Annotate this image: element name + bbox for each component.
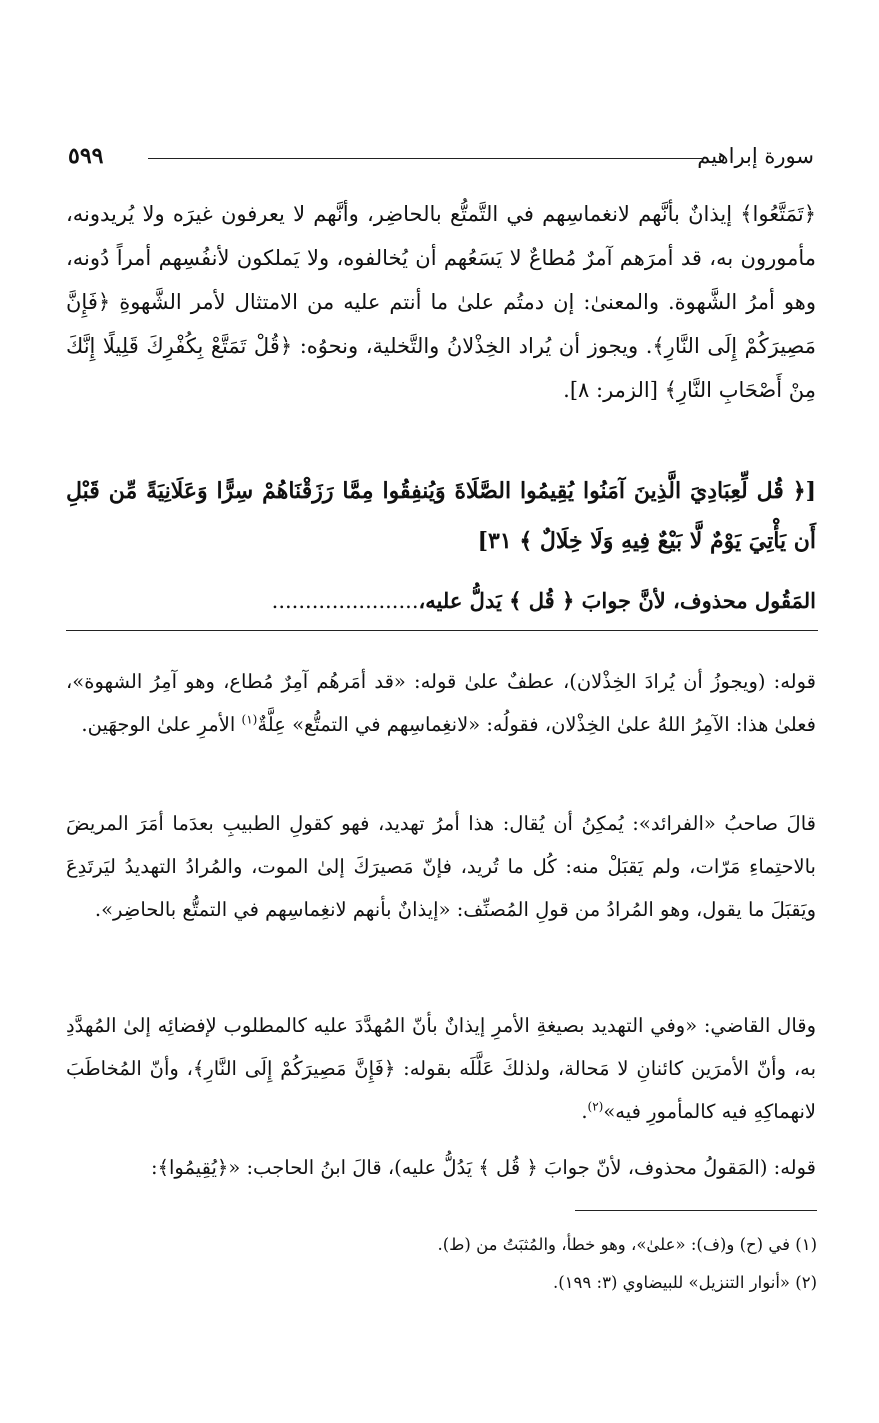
header-rule (148, 158, 702, 159)
footnote-1: (١) في (ح) و(ف): «علىٰ»، وهو خطأ، والمُثبَتُ من (ط). (437, 1235, 817, 1254)
section-heading (66, 581, 816, 621)
commentary-paragraph-3 (66, 1004, 816, 1133)
commentary-paragraph-4: قوله: (المَقولُ محذوف، لأنّ جوابَ ﴿ قُل ﴾ يَدُلُّ عليه)، قالَ ابنُ الحاجب: «﴿يُقِيمُوا﴾: (151, 1156, 816, 1179)
footnote-ref-2[interactable]: (٢) (587, 1099, 604, 1114)
main-paragraph: ﴿تَمَتَّعُوا﴾ إيذانٌ بأنَّهم لانغماسِهم في التَّمتُّع بالحاضِر، وأنَّهم لا يعرفون غيرَه ولا يُريدونه، مأمورون به، قد أمرَهم آمرٌ مُطاعٌ لا يَسَعُهم أن يُخالفوه، ولا يَملكون لأنفُسِهم أمراً دُونه، وهو أمرُ الشَّهوة. والمعنىٰ: إن دمتُم علىٰ ما أنتم عليه من الامتثال لأمر الشَّهوةِ ﴿فَإِنَّ مَصِيرَكُمْ إِلَى النَّارِ﴾. ويجوز أن يُراد الخِذْلانُ والتَّخلية، ونحوُه: ﴿قُلْ تَمَتَّعْ بِكُفْرِكَ قَلِيلًا إِنَّكَ مِنْ أَصْحَابِ النَّارِ﴾ [الزمر: ٨]. (66, 202, 816, 402)
page-number: ٥٩٩ (68, 143, 104, 169)
commentary-3-text: وقال القاضي: «وفي التهديد بصيغةِ الأمرِ إيذانٌ بأنّ المُهدَّدَ عليه كالمطلوب لإفضائِه إلىٰ المُهدَّدِ به، وأنّ الأمرَين كائنانِ لا مَحالة، ولذلكَ عَلَّلَه بقوله: ﴿فَإِنَّ مَصِيرَكُمْ إِلَى النَّارِ﴾، وأنّ المُخاطَبَ لانهماكِهِ فيه كالمأمورِ فيه» (66, 1014, 816, 1123)
commentary-paragraph-1 (66, 660, 816, 746)
commentary-3-end: . (581, 1100, 588, 1123)
commentary-1-end: الأمرِ علىٰ الوجهَين. (81, 713, 242, 736)
commentary-1-text: قوله: (ويجوزُ أن يُرادَ الخِذْلان)، عطفٌ علىٰ قوله: «قد أمَرهُم آمِرٌ مُطاع، وهو آمِرُ الشهوة»، فعلىٰ هذا: الآمِرُ اللهُ علىٰ الخِذْلان، فقولُه: «لانغِماسِهم في التمتُّع» عِلَّةٌ (66, 670, 816, 736)
footnote-2: (٢) «أنوار التنزيل» للبيضاوي (٣: ١٩٩). (552, 1273, 817, 1292)
footnote-rule (575, 1210, 817, 1211)
footnote-ref-1[interactable]: (١) (241, 712, 258, 727)
quran-verse: [﴿ قُل لِّعِبَادِيَ الَّذِينَ آمَنُوا يُقِيمُوا الصَّلَاةَ وَيُنفِقُوا مِمَّا رَزَقْنَاهُمْ سِرًّا وَعَلَانِيَةً مِّن قَبْلِ أَن يَأْتِيَ يَوْمٌ لَّا بَيْعٌ فِيهِ وَلَا خِلَالٌ ﴾ ٣١] (66, 478, 816, 554)
heading-dots: ...................... (271, 589, 419, 613)
running-header (68, 138, 814, 174)
main-divider (66, 630, 818, 631)
section-heading-text: المَقُول محذوف، لأنَّ جوابَ ﴿ قُل ﴾ يَدلُّ عليه، (418, 588, 816, 613)
commentary-paragraph-2: قالَ صاحبُ «الفرائد»: يُمكِنُ أن يُقال: هذا أمرُ تهديد، فهو كقولِ الطبيبِ بعدَما أمَرَ المريضَ بالاحتِماءِ مَرّات، ولم يَقبَلْ منه: كُل ما تُريد، فإنّ مَصيرَكَ إلىٰ الموت، والمُرادُ التهديدُ ليَرتَدِعَ ويَقبَلَ ما يقول، وهو المُرادُ من قولِ المُصنِّف: «إيذانٌ بأنهم لانغِماسِهم في التمتُّع بالحاضِر». (66, 812, 816, 921)
footnotes (117, 1226, 817, 1302)
surah-title: سورة إبراهيم (697, 144, 814, 168)
